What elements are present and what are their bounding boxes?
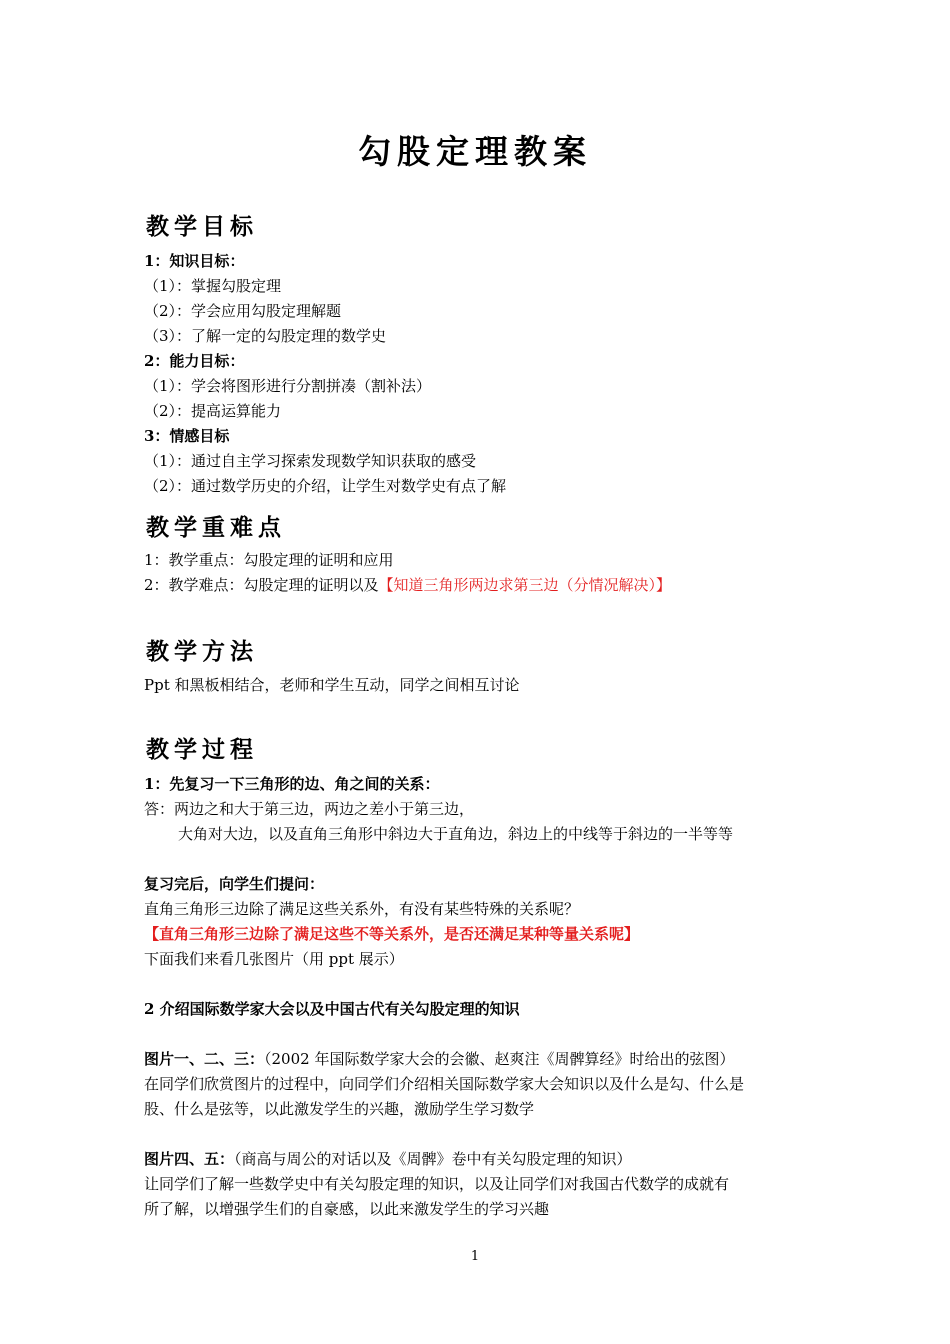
question-text: 直角三角形三边除了满足这些关系外，有没有某些特殊的关系呢？ [144, 900, 580, 918]
list-item: （2）：通过数学历史的介绍，让学生对数学史有点了解 [144, 477, 507, 495]
show-text: 下面我们来看几张图片（用 ppt 展示） [144, 950, 404, 968]
pic45-label: 图片四、五： [144, 1150, 235, 1168]
pic45-heading [144, 1149, 632, 1169]
pic123-text: 股、什么是弦等，以此激发学生的兴趣，激励学生学习数学 [144, 1100, 535, 1118]
pic45-text: 所了解，以增强学生们的自豪感，以此来激发学生的学习兴趣 [144, 1200, 550, 1218]
page-number: 1 [470, 1249, 480, 1264]
list-item: （1）：掌握勾股定理 [144, 277, 282, 295]
key-point-item: 1：教学重点：勾股定理的证明和应用 [144, 551, 394, 569]
knowledge-label: 1：知识目标： [144, 252, 245, 270]
list-item: （2）：学会应用勾股定理解题 [144, 302, 342, 320]
heading-key-points: 教学重难点 [146, 514, 286, 541]
pic123-heading [144, 1049, 734, 1069]
list-item: （1）：通过自主学习探索发现数学知识获取的感受 [144, 452, 477, 470]
heading-process: 教学过程 [146, 736, 258, 763]
answer-line: 大角对大边，以及直角三角形中斜边大于直角边，斜边上的中线等于斜边的一半等等 [178, 825, 734, 843]
methods-text: Ppt 和黑板相结合，老师和学生互动，同学之间相互讨论 [144, 676, 520, 694]
pic123-text: 在同学们欣赏图片的过程中，向同学们介绍相关国际数学家大会知识以及什么是勾、什么是 [144, 1075, 745, 1093]
difficulty-text: 2：教学难点：勾股定理的证明以及 [144, 576, 379, 594]
emotion-label: 3：情感目标 [144, 427, 230, 445]
heading-objectives: 教学目标 [146, 213, 258, 240]
ability-label: 2：能力目标： [144, 352, 245, 370]
document-title: 勾股定理教案 [358, 132, 592, 171]
difficulty-item [144, 575, 671, 595]
difficulty-highlight: 【知道三角形两边求第三边（分情况解决）】 [378, 576, 672, 594]
pic123-desc: （2002 年国际数学家大会的会徽、赵爽注《周髀算经》时给出的弦图） [264, 1050, 735, 1068]
list-item: （2）：提高运算能力 [144, 402, 282, 420]
list-item: （1）：学会将图形进行分割拼凑（割补法） [144, 377, 432, 395]
pic45-desc: （商高与周公的对话以及《周髀》卷中有关勾股定理的知识） [234, 1150, 632, 1168]
answer-line: 答：两边之和大于第三边，两边之差小于第三边， [144, 800, 475, 818]
step2-label: 2 介绍国际数学家大会以及中国古代有关勾股定理的知识 [144, 1000, 520, 1018]
question-highlight: 【直角三角形三边除了满足这些不等关系外，是否还满足某种等量关系呢】 [144, 925, 640, 943]
step1-label: 1：先复习一下三角形的边、角之间的关系： [144, 775, 440, 793]
review-label: 复习完后，向学生们提问： [144, 875, 325, 893]
pic45-text: 让同学们了解一些数学史中有关勾股定理的知识，以及让同学们对我国古代数学的成就有 [144, 1175, 730, 1193]
pic123-label: 图片一、二、三： [144, 1050, 265, 1068]
heading-methods: 教学方法 [146, 638, 258, 665]
list-item: （3）：了解一定的勾股定理的数学史 [144, 327, 387, 345]
